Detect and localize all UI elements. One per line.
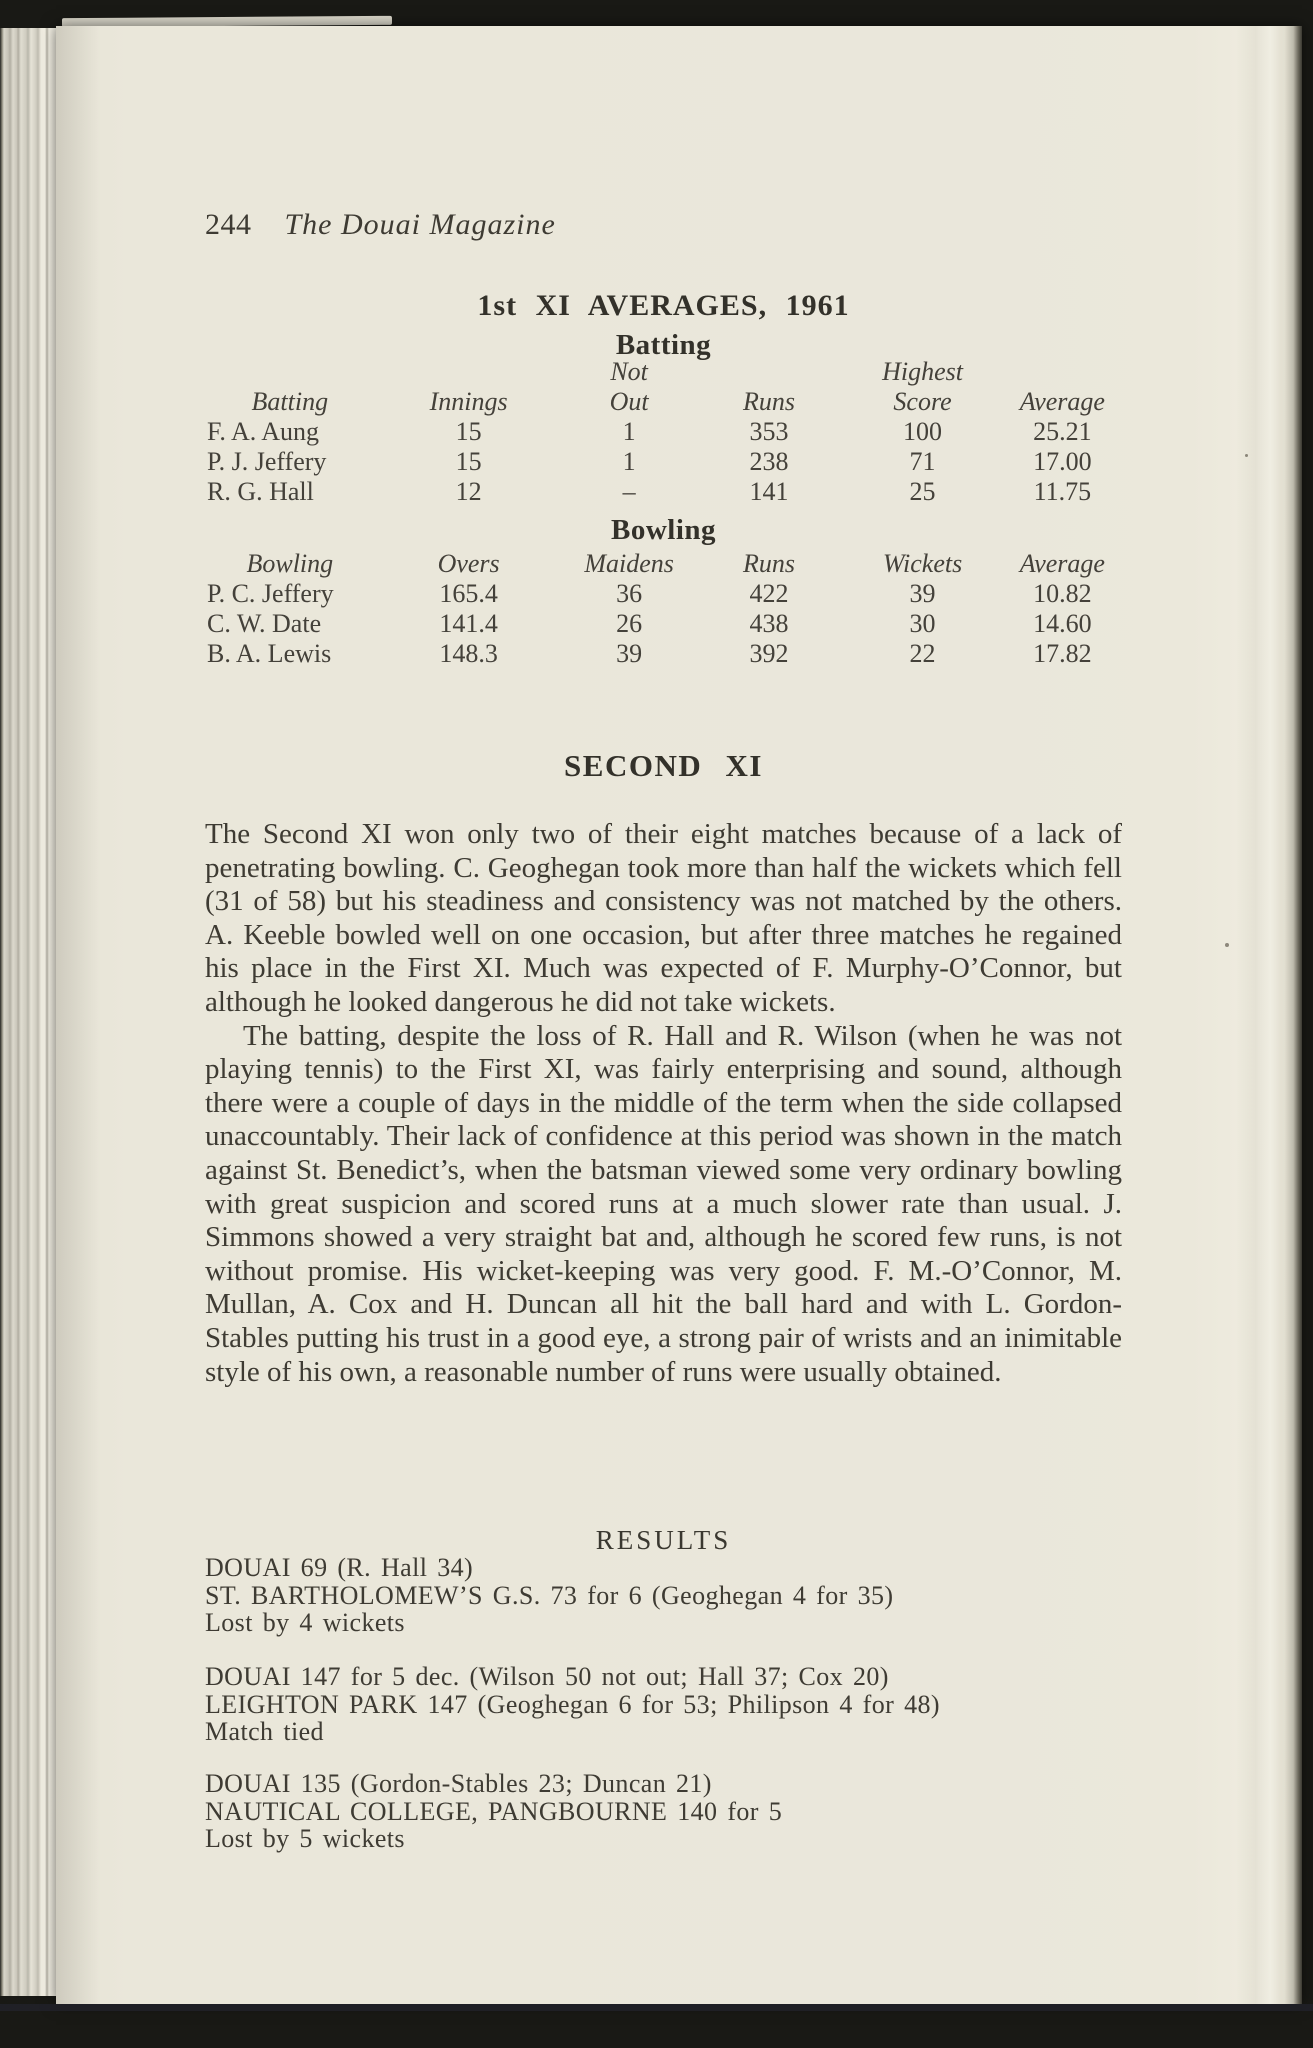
table-cell: 392 bbox=[749, 639, 789, 668]
table-cell: 148.3 bbox=[439, 639, 498, 668]
table-cell: 15 bbox=[455, 447, 482, 476]
column-header: Highest bbox=[882, 357, 963, 386]
table-cell: 353 bbox=[749, 417, 789, 446]
column-header: Bowling bbox=[246, 549, 334, 578]
table-cell: B. A. Lewis bbox=[207, 639, 332, 668]
table-cell: P. C. Jeffery bbox=[207, 579, 334, 608]
table-cell: 1 bbox=[622, 417, 636, 446]
result-line: Lost by 5 wickets bbox=[205, 1824, 405, 1854]
table-cell: 17.00 bbox=[1033, 447, 1092, 476]
table-row bbox=[205, 579, 1122, 609]
table-cell: 36 bbox=[616, 579, 643, 608]
table-cell: 238 bbox=[749, 447, 789, 476]
table-cell: 17.82 bbox=[1033, 639, 1092, 668]
batting-section-heading: Batting bbox=[615, 329, 712, 361]
table-cell: 25.21 bbox=[1033, 417, 1092, 446]
table-cell: P. J. Jeffery bbox=[207, 447, 327, 476]
table-cell: 26 bbox=[616, 609, 643, 638]
table-row bbox=[205, 609, 1122, 639]
match-result-group-2 bbox=[205, 1663, 1122, 1746]
table-cell: 165.4 bbox=[439, 579, 498, 608]
page-number: 244 bbox=[205, 208, 252, 241]
match-result-group-1 bbox=[205, 1554, 1122, 1637]
result-line: ST. BARTHOLOMEW’S G.S. 73 for 6 (Geoghegan 4 for 35) bbox=[205, 1580, 894, 1610]
table-cell: 25 bbox=[909, 477, 936, 506]
column-header bbox=[1003, 357, 1122, 387]
bowling-table-body bbox=[205, 579, 1122, 669]
column-header: Average bbox=[1019, 549, 1105, 578]
table-row bbox=[205, 477, 1122, 507]
table-cell: 422 bbox=[749, 579, 789, 608]
table-cell: 11.75 bbox=[1033, 477, 1092, 506]
result-line: LEIGHTON PARK 147 (Geoghegan 6 for 53; Philipson 4 for 48) bbox=[205, 1689, 940, 1719]
book-binding-seam bbox=[0, 2004, 1313, 2011]
table-header-row bbox=[205, 357, 1122, 387]
bowling-section-heading: Bowling bbox=[610, 514, 717, 546]
table-cell: 30 bbox=[909, 609, 936, 638]
table-header-row bbox=[205, 549, 1122, 579]
second-xi-report bbox=[205, 818, 1122, 1532]
batting-table-body bbox=[205, 417, 1122, 507]
column-header: Out bbox=[609, 387, 649, 416]
result-line: DOUAI 135 (Gordon-Stables 23; Duncan 21) bbox=[205, 1769, 712, 1798]
column-header: Score bbox=[893, 387, 952, 416]
table-cell: 100 bbox=[903, 417, 943, 446]
table-row bbox=[205, 639, 1122, 669]
table-header-row bbox=[205, 387, 1122, 417]
table-cell: 71 bbox=[909, 447, 936, 476]
column-header: Innings bbox=[429, 387, 508, 416]
table-cell: 12 bbox=[455, 477, 482, 506]
table-cell: F. A. Aung bbox=[207, 417, 320, 446]
table-cell: 39 bbox=[909, 579, 936, 608]
table-cell: 1 bbox=[622, 447, 636, 476]
result-line: DOUAI 147 for 5 dec. (Wilson 50 not out; Hall 37; Cox 20) bbox=[205, 1662, 889, 1691]
bowling-averages-table bbox=[205, 549, 1122, 669]
bowling-table-header bbox=[205, 549, 1122, 579]
column-header bbox=[375, 357, 563, 387]
first-xi-averages-title: 1st XI AVERAGES, 1961 bbox=[477, 289, 850, 322]
table-cell: 14.60 bbox=[1033, 609, 1092, 638]
column-header: Batting bbox=[251, 387, 329, 416]
magazine-title: The Douai Magazine bbox=[284, 208, 556, 241]
magazine-page bbox=[56, 26, 1302, 2004]
result-line: NAUTICAL COLLEGE, PANGBOURNE 140 for 5 bbox=[205, 1796, 783, 1826]
table-cell: 141 bbox=[749, 477, 789, 506]
column-header: Average bbox=[1019, 387, 1105, 416]
paper-speck bbox=[1245, 454, 1248, 457]
batting-averages-table bbox=[205, 357, 1122, 507]
column-header: Maidens bbox=[584, 549, 674, 578]
table-cell: 39 bbox=[616, 639, 643, 668]
table-row bbox=[205, 447, 1122, 477]
results-heading: RESULTS bbox=[595, 1525, 732, 1555]
running-header bbox=[205, 208, 1122, 242]
column-header: Runs bbox=[742, 387, 795, 416]
page-stack-left-edge bbox=[0, 28, 56, 1996]
column-header: Overs bbox=[437, 549, 500, 578]
column-header bbox=[696, 357, 843, 387]
table-cell: 15 bbox=[455, 417, 482, 446]
result-line: Match tied bbox=[205, 1717, 324, 1747]
table-row bbox=[205, 417, 1122, 447]
second-xi-heading: SECOND XI bbox=[564, 748, 763, 783]
table-cell: C. W. Date bbox=[207, 609, 322, 638]
column-header bbox=[205, 357, 375, 387]
table-cell: 10.82 bbox=[1033, 579, 1092, 608]
column-header: Not bbox=[610, 357, 648, 386]
column-header: Runs bbox=[742, 549, 795, 578]
table-cell: 22 bbox=[909, 639, 936, 668]
result-line: Lost by 4 wickets bbox=[205, 1608, 405, 1638]
paper-speck bbox=[1225, 943, 1229, 947]
table-cell: 141.4 bbox=[439, 609, 498, 638]
second-xi-paragraph-1: The Second XI won only two of their eight matches because of a lack of penetrating bowling. C. Geoghegan took more than half the wickets which fell (31 of 58) but his steadiness and consistency was not matched by the others. A. Keeble bowled well on one occasion, but after three matches he regained his place in the First XI. Much was expected of F. Murphy-O’Connor, but although he looked dangerous he did not take wickets. bbox=[205, 818, 1122, 1018]
table-cell: 438 bbox=[749, 609, 789, 638]
match-result-group-3 bbox=[205, 1770, 1122, 1853]
text-column bbox=[205, 26, 1122, 2004]
table-cell: – bbox=[622, 477, 636, 506]
column-header: Wickets bbox=[882, 549, 963, 578]
second-xi-paragraph-2: The batting, despite the loss of R. Hall and R. Wilson (when he was not playing tennis) to the First XI, was fairly enterprising and sound, although there were a couple of days in the middle of the term when the side collapsed unaccountably. Their lack of confidence at this period was shown in the match against St. Benedict’s, when the batsman viewed some very ordinary bowling with great suspicion and scored runs at a much slower rate than usual. J. Simmons showed a very straight bat and, although he scored few runs, is not without promise. His wicket-keeping was very good. F. M.-O’Connor, M. Mullan, A. Cox and H. Duncan all hit the ball hard and with L. Gordon-Stables putting his trust in a good eye, a strong pair of wrists and an inimitable style of his own, a reasonable number of runs were usually obtained. bbox=[205, 1019, 1122, 1388]
batting-table-header bbox=[205, 357, 1122, 417]
result-line: DOUAI 69 (R. Hall 34) bbox=[205, 1553, 474, 1582]
table-cell: R. G. Hall bbox=[207, 477, 314, 506]
